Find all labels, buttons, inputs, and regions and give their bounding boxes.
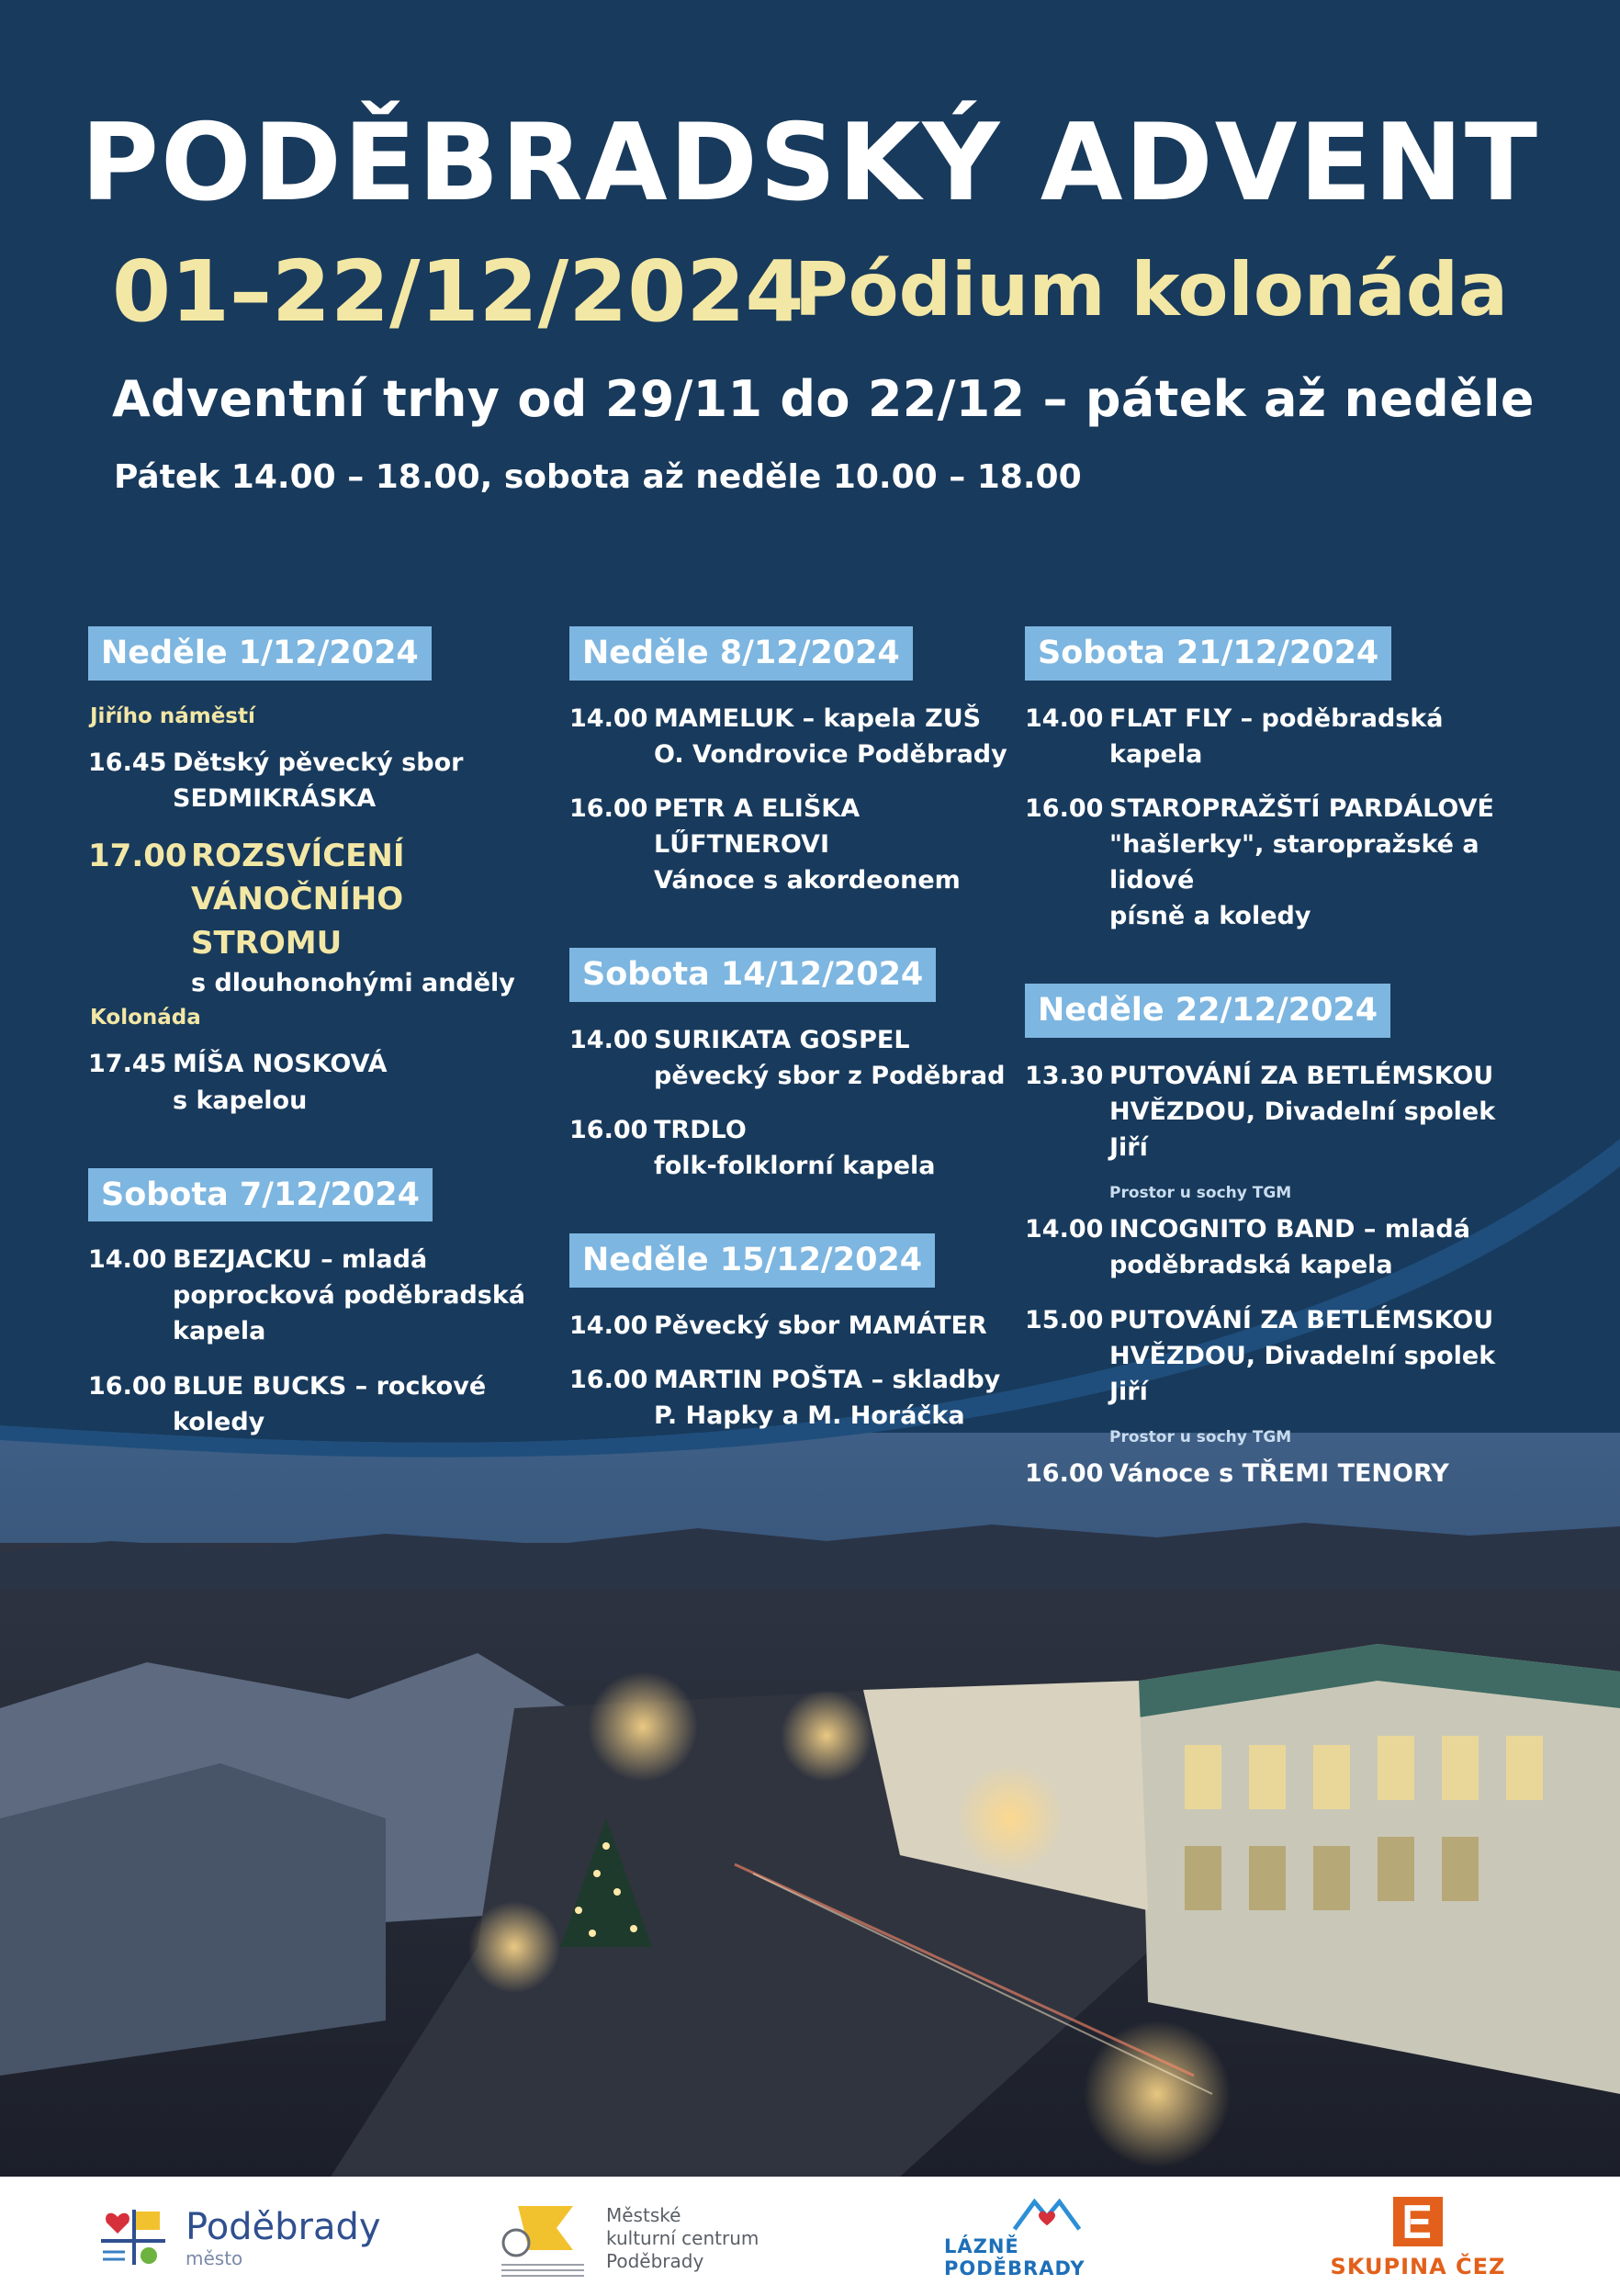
program-column-1	[88, 626, 557, 1458]
event-title: MAMELUK – kapela ZUŠ	[654, 703, 982, 733]
podebrady-emblem-icon	[92, 2197, 174, 2279]
event-title: VÁNOČNÍHO STROMU	[191, 881, 404, 962]
event-time: 14.00	[1025, 703, 1104, 733]
place-label: Prostor u sochy TGM	[1109, 1427, 1292, 1446]
event-item	[1025, 1302, 1539, 1410]
day-badge: Neděle 8/12/2024	[569, 626, 913, 681]
cez-name: SKUPINA ČEZ	[1330, 2254, 1506, 2279]
venue: Pódium kolonáda	[793, 247, 1508, 332]
event-title: kapela	[1109, 739, 1203, 769]
event-title: MARTIN POŠTA – skladby	[654, 1365, 1001, 1394]
podebrady-sub: město	[186, 2247, 243, 2269]
event-time: 16.45	[88, 748, 167, 777]
event-item	[1025, 1456, 1539, 1491]
event-title: TRDLO	[654, 1115, 747, 1144]
event-item	[569, 1308, 1029, 1344]
place-label: Jiřího náměstí	[90, 703, 255, 728]
event-title: STAROPRAŽŠTÍ PARDÁLOVÉ	[1109, 793, 1494, 823]
event-title: poprocková poděbradská	[173, 1281, 526, 1311]
mkc-line: kulturní centrum	[606, 2226, 759, 2249]
mkc-flag-icon	[492, 2197, 593, 2279]
event-time: 14.00	[569, 1025, 648, 1054]
lazne-heart-icon	[992, 2197, 1102, 2232]
event-time: 14.00	[569, 1311, 648, 1340]
day-badge: Neděle 15/12/2024	[569, 1233, 935, 1288]
city-night-photo	[0, 1433, 1620, 2177]
event-title: PUTOVÁNÍ ZA BETLÉMSKOU	[1109, 1305, 1494, 1334]
sponsor-footer	[0, 2177, 1620, 2296]
event-title: PETR A ELIŠKA LŰFTNEROVI	[654, 793, 861, 859]
event-time: 16.00	[569, 793, 648, 823]
event-title: ROZSVÍCENÍ	[191, 837, 405, 874]
mkc-logo	[492, 2197, 759, 2279]
event-item	[1025, 701, 1539, 772]
place-label: Prostor u sochy TGM	[1109, 1184, 1292, 1203]
event-title: BEZJACKU – mladá	[173, 1245, 428, 1275]
mkc-line: Poděbrady	[606, 2249, 704, 2272]
event-title: Vánoce s TŘEMI TENORY	[1109, 1458, 1449, 1488]
day-badge: Sobota 14/12/2024	[569, 948, 936, 1002]
event-time: 13.30	[1025, 1061, 1104, 1090]
event-title: P. Hapky a M. Horáčka	[654, 1401, 965, 1431]
event-item	[569, 1112, 1029, 1184]
event-title: pěvecký sbor z Poděbrad	[654, 1061, 1006, 1090]
event-time: 14.00	[1025, 1215, 1104, 1244]
event-time: 16.00	[88, 1371, 167, 1401]
cez-icon	[1389, 2197, 1446, 2246]
event-title: Vánoce s akordeonem	[654, 866, 961, 895]
event-title: SEDMIKRÁSKA	[173, 783, 377, 813]
event-item	[1025, 791, 1539, 935]
program-column-3	[1025, 626, 1539, 1510]
event-item	[1025, 1211, 1539, 1283]
event-time: 16.00	[1025, 1458, 1104, 1488]
event-subtitle: s kapelou	[173, 1086, 308, 1115]
cez-logo	[1326, 2197, 1510, 2279]
event-title: folk-folklorní kapela	[654, 1152, 936, 1181]
event-time: 15.00	[1025, 1305, 1104, 1334]
event-time: 17.00	[88, 837, 187, 874]
event-time: 14.00	[88, 1245, 167, 1275]
event-item	[88, 1242, 557, 1349]
event-title: SURIKATA GOSPEL	[654, 1025, 910, 1054]
date-range: 01–22/12/2024	[112, 242, 804, 341]
event-item	[569, 1022, 1029, 1094]
event-title: "hašlerky", staropražské a lidové	[1109, 829, 1479, 895]
podebrady-name: Poděbrady	[186, 2206, 381, 2248]
event-item	[569, 1362, 1029, 1434]
event-time: 16.00	[1025, 793, 1104, 823]
podebrady-logo	[92, 2197, 381, 2279]
event-title: HVĚZDOU, Divadelní spolek Jiří	[1109, 1097, 1496, 1163]
event-title: BLUE BUCKS – rockové koledy	[173, 1371, 487, 1436]
event-title: písně a koledy	[1109, 902, 1311, 931]
event-item-highlight	[88, 835, 557, 1001]
event-title: O. Vondrovice Poděbrady	[654, 739, 1007, 769]
mkc-line: Městské	[606, 2203, 681, 2226]
event-title: PUTOVÁNÍ ZA BETLÉMSKOU	[1109, 1061, 1494, 1090]
day-badge: Neděle 1/12/2024	[88, 626, 432, 681]
event-title: MÍŠA NOSKOVÁ	[173, 1050, 388, 1079]
event-time: 16.00	[569, 1115, 648, 1144]
event-item	[1025, 1058, 1539, 1165]
markets-info: Adventní trhy od 29/11 do 22/12 – pátek až neděle	[112, 370, 1535, 428]
event-item	[88, 1368, 557, 1440]
event-item	[88, 745, 557, 816]
event-title: HVĚZDOU, Divadelní spolek Jiří	[1109, 1341, 1496, 1406]
day-badge: Sobota 21/12/2024	[1025, 626, 1391, 681]
event-item	[569, 701, 1029, 772]
opening-hours: Pátek 14.00 – 18.00, sobota až neděle 10.00 – 18.00	[114, 458, 1082, 496]
lazne-name: LÁZNĚ PODĚBRADY	[944, 2235, 1086, 2279]
event-title: FLAT FLY – poděbradská	[1109, 703, 1444, 733]
event-title: poděbradská kapela	[1109, 1251, 1393, 1280]
day-badge: Sobota 7/12/2024	[88, 1168, 433, 1222]
day-badge: Neděle 22/12/2024	[1025, 984, 1390, 1038]
event-time: 16.00	[569, 1365, 648, 1394]
event-subtitle: s dlouhonohými anděly	[191, 968, 515, 997]
event-title: INCOGNITO BAND – mladá	[1109, 1215, 1470, 1244]
event-title: kapela	[173, 1317, 266, 1346]
lazne-logo	[944, 2197, 1150, 2279]
event-item	[569, 791, 1029, 898]
event-item	[88, 1046, 557, 1118]
event-title: Dětský pěvecký sbor	[173, 748, 464, 777]
event-time: 17.45	[88, 1050, 167, 1079]
event-title: Pěvecký sbor MAMÁTER	[654, 1311, 987, 1340]
place-label: Kolonáda	[90, 1006, 201, 1030]
program-column-2	[569, 626, 1029, 1452]
page-title: PODĚBRADSKÝ ADVENT	[80, 101, 1540, 225]
event-time: 14.00	[569, 703, 648, 733]
